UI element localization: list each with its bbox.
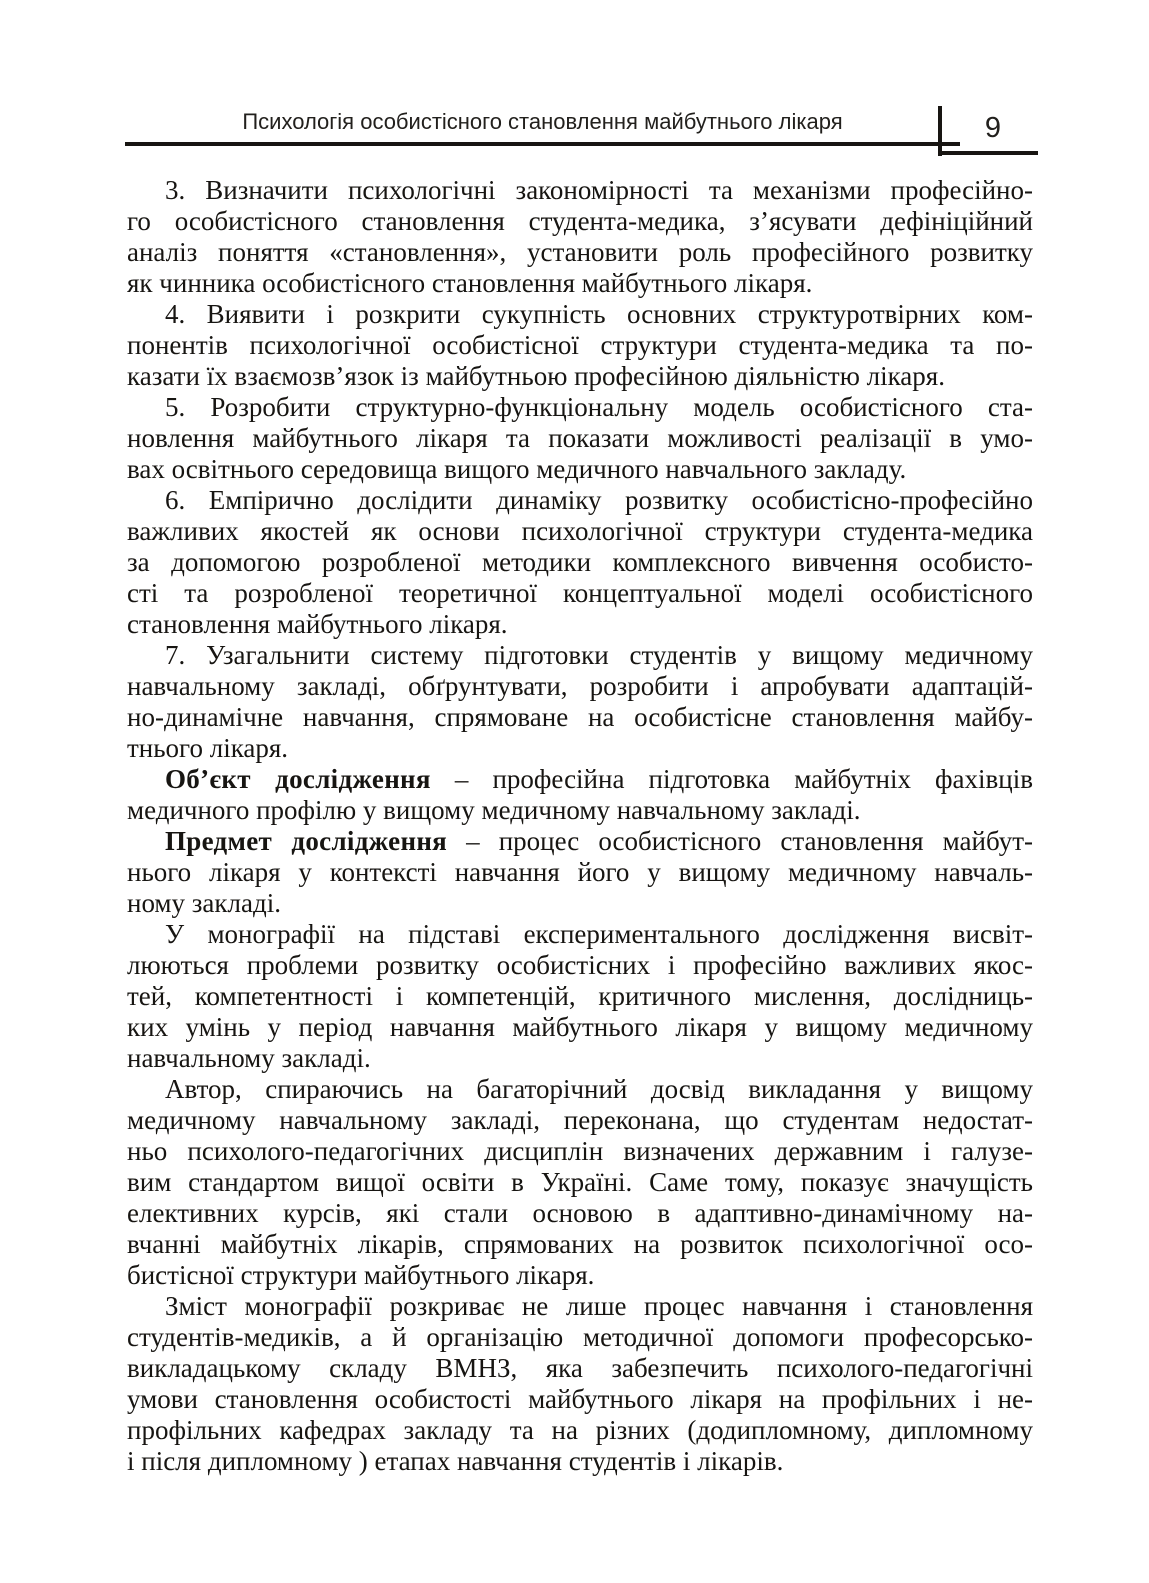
- text-line: медичному навчальному закладі, переконана, що студентам недостат-: [127, 1105, 1033, 1135]
- text-line: Об’єкт дослідження – професійна підготовка майбутніх фахівців: [165, 764, 1033, 794]
- text-line: ньо психолого-педагогічних дисциплін визначених державним і галузе-: [127, 1136, 1033, 1166]
- paragraph: [127, 485, 1033, 640]
- text-line: вах освітнього середовища вищого медичного навчального закладу.: [127, 454, 907, 484]
- text-line: люються проблеми розвитку особистісних і професійно важливих якос-: [127, 950, 1033, 980]
- text-line: но-динамічне навчання, спрямоване на особистісне становлення майбу-: [127, 702, 1033, 732]
- text-line: навчальному закладі, обґрунтувати, розробити і апробувати адаптацій-: [127, 671, 1033, 701]
- text-line: викладацькому складу ВМНЗ, яка забезпечить психолого-педагогічні: [127, 1353, 1033, 1383]
- text-line: 7. Узагальнити систему підготовки студентів у вищому медичному: [165, 640, 1033, 670]
- text-line: Автор, спираючись на багаторічний досвід викладання у вищому: [165, 1074, 1033, 1104]
- text-line: нього лікаря у контексті навчання його у вищому медичному навчаль-: [127, 857, 1033, 887]
- text-line: бистісної структури майбутнього лікаря.: [127, 1260, 595, 1290]
- text-line: Предмет дослідження – процес особистісного становлення майбут-: [165, 826, 1033, 856]
- text-line: тей, компетентності і компетенцій, критичного мислення, дослідниць-: [127, 981, 1033, 1011]
- text-line: 6. Емпірично дослідити динаміку розвитку особистісно-професійно: [165, 485, 1033, 515]
- text-line: важливих якостей як основи психологічної структури студента-медика: [127, 516, 1033, 546]
- running-head: Психологія особистісного становлення майбутнього лікаря: [242, 109, 843, 134]
- text-line: становлення майбутнього лікаря.: [127, 609, 508, 639]
- text-line: понентів психологічної особистісної структури студента-медика та по-: [127, 330, 1033, 360]
- text-line: 5. Розробити структурно-функціональну модель особистісного ста-: [165, 392, 1033, 422]
- paragraph: [127, 640, 1033, 764]
- paragraph: [127, 1074, 1033, 1291]
- header-corner-tick: [938, 106, 942, 156]
- text-line: аналіз поняття «становлення», установити роль професійного розвитку: [127, 237, 1033, 267]
- text-line: за допомогою розробленої методики комплексного вивчення особисто-: [127, 547, 1033, 577]
- paragraph: [127, 826, 1033, 919]
- text-line: ких умінь у період навчання майбутнього лікаря у вищому медичному: [127, 1012, 1033, 1042]
- text-line: умови становлення особистості майбутнього лікаря на профільних і не-: [127, 1384, 1033, 1414]
- text-line: ному закладі.: [127, 888, 281, 918]
- text-line: як чинника особистісного становлення майбутнього лікаря.: [127, 268, 813, 298]
- paragraph: [127, 764, 1033, 826]
- text-line: новлення майбутнього лікаря та показати можливості реалізації в умо-: [127, 423, 1033, 453]
- page-number-rule: [938, 151, 1038, 155]
- text-line: 4. Виявити і розкрити сукупність основних структуротвірних ком-: [165, 299, 1033, 329]
- text-line: тнього лікаря.: [127, 733, 289, 763]
- text-line: студентів-медиків, а й організацію методичної допомоги професорсько-: [127, 1322, 1033, 1352]
- paragraph: [127, 299, 1033, 392]
- body-text: [127, 175, 1033, 1477]
- page-number: 9: [984, 112, 1002, 144]
- text-line: сті та розробленої теоретичної концептуальної моделі особистісного: [127, 578, 1033, 608]
- paragraph: [127, 175, 1033, 299]
- text-line: і після дипломному ) етапах навчання студентів і лікарів.: [127, 1446, 784, 1476]
- text-line: вчанні майбутніх лікарів, спрямованих на розвиток психологічної осо-: [127, 1229, 1033, 1259]
- header-rule: [125, 142, 960, 146]
- text-line: елективних курсів, які стали основою в адаптивно-динамічному на-: [127, 1198, 1033, 1228]
- paragraph: [127, 919, 1033, 1074]
- paragraph: [127, 392, 1033, 485]
- text-line: го особистісного становлення студента-медика, з’ясувати дефініційний: [127, 206, 1033, 236]
- text-line: профільних кафедрах закладу та на різних (додипломному, дипломному: [127, 1415, 1033, 1445]
- text-line: навчальному закладі.: [127, 1043, 371, 1073]
- text-line: медичного профілю у вищому медичному навчальному закладі.: [127, 795, 861, 825]
- text-line: 3. Визначити психологічні закономірності та механізми професійно-: [165, 175, 1033, 205]
- text-line: казати їх взаємозв’язок із майбутньою професійною діяльністю лікаря.: [127, 361, 945, 391]
- text-line: Зміст монографії розкриває не лише процес навчання і становлення: [165, 1291, 1033, 1321]
- paragraph: [127, 1291, 1033, 1477]
- text-line: вим стандартом вищої освіти в Україні. Саме тому, показує значущість: [127, 1167, 1033, 1197]
- text-line: У монографії на підставі експериментального дослідження висвіт-: [165, 919, 1033, 949]
